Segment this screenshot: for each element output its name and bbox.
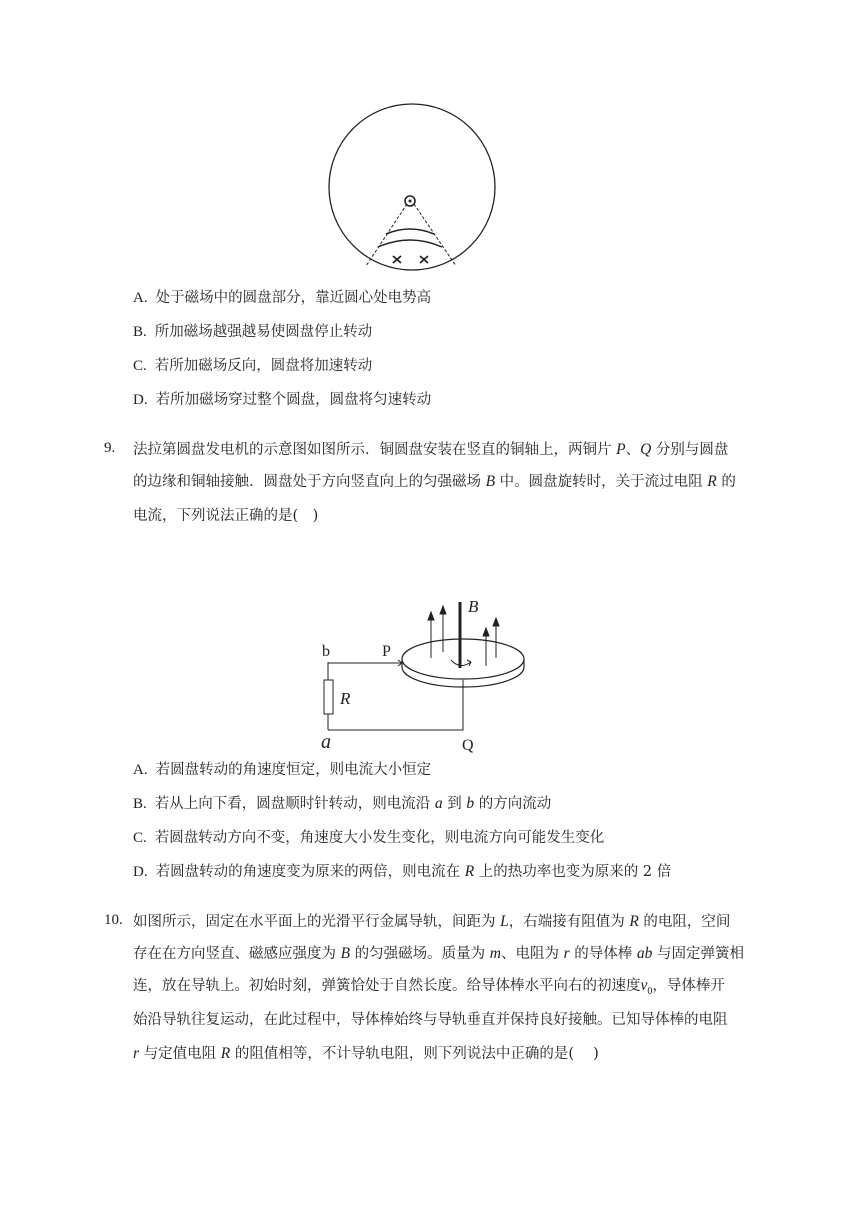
q9-option-b: B. 若从上向下看，圆盘顺时针转动，则电流沿 a 到 b 的方向流动 [133, 795, 552, 812]
q9-number: 9. [104, 440, 116, 456]
q9-stem-line-1: 法拉第圆盘发电机的示意图如图所示．铜圆盘安装在竖直的铜轴上，两铜片 P、Q 分别与圆盘 [133, 441, 729, 458]
q10-number: 10. [104, 912, 123, 928]
q8-option-b: B. 所加磁场越强越易使圆盘停止转动 [133, 324, 373, 340]
q9-resistor [324, 680, 333, 714]
q9-label-b: b [322, 643, 330, 660]
q9-option-d: D. 若圆盘转动的角速度变为原来的两倍，则电流在 R 上的热功率也变为原来的 2 倍 [133, 863, 672, 880]
q9-faraday-disk-figure [316, 594, 536, 756]
q9-option-a: A. 若圆盘转动的角速度恒定，则电流大小恒定 [133, 762, 432, 778]
q10-stem-line-1: 如图所示，固定在水平面上的光滑平行金属导轨，间距为 L，右端接有阻值为 R 的电阻，空间 [133, 913, 731, 930]
q8-field-region-outer-arc [378, 240, 442, 247]
q9-label-a: a [321, 731, 331, 753]
q9-stem-line-3: 电流，下列说法正确的是( ) [133, 508, 319, 524]
q10-stem-line-2: 存在在方向竖直、磁感应强度为 B 的匀强磁场。质量为 m、电阻为 r 的导体棒 ab 与固定弹簧相 [133, 945, 744, 962]
q8-field-region-inner-arc [386, 229, 434, 234]
q9-option-c: C. 若圆盘转动方向不变，角速度大小发生变化，则电流方向可能发生变化 [133, 830, 605, 846]
q8-field-into-page-icon [393, 256, 428, 263]
q10-stem-line-4: 始沿导轨往复运动，在此过程中，导体棒始终与导轨垂直并保持良好接触。已知导体棒的电阻 [133, 1012, 728, 1028]
q8-disk-outline [329, 104, 495, 270]
q9-disk-top [402, 639, 524, 679]
q8-option-d: D. 若所加磁场穿过整个圆盘，圆盘将匀速转动 [133, 392, 432, 408]
q9-label-Q: Q [462, 737, 474, 754]
q8-option-a: A. 处于磁场中的圆盘部分，靠近圆心处电势高 [133, 290, 432, 306]
q9-label-P: P [382, 643, 391, 660]
q9-label-R: R [340, 689, 351, 708]
q10-stem-line-3: 连，放在导轨上。初始时刻，弹簧恰处于自然长度。给导体棒水平向右的初速度$v_0$，导体棒开 [133, 977, 725, 997]
q10-stem-line-5: r 与定值电阻 R 的阻值相等，不计导轨电阻，则下列说法中正确的是( ) [133, 1045, 599, 1062]
q9-label-B: B [468, 597, 479, 616]
q9-wire-top [328, 662, 402, 663]
q9-stem-line-2: 的边缘和铜轴接触．圆盘处于方向竖直向上的匀强磁场 B 中。圆盘旋转时，关于流过电阻 R 的 [133, 473, 736, 490]
q8-option-c: C. 若所加磁场反向，圆盘将加速转动 [133, 358, 373, 374]
q8-disk-figure [326, 101, 502, 273]
